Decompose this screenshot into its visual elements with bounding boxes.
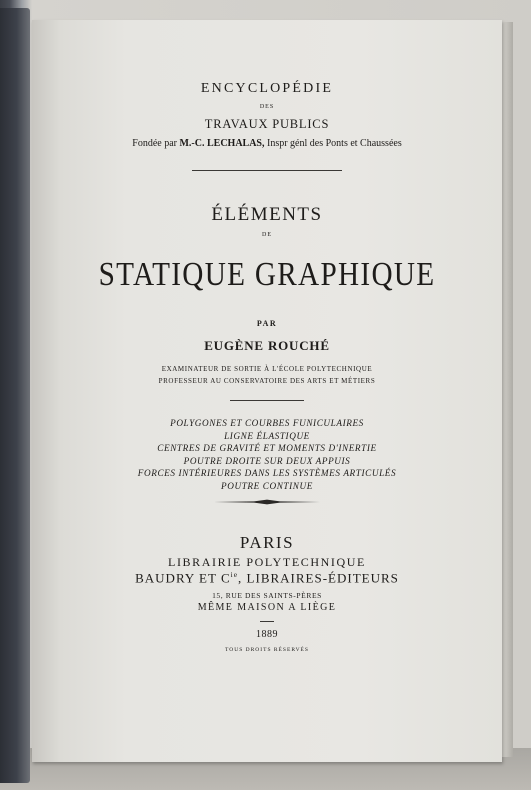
founder-name: M.-C. LECHALAS, [179, 138, 265, 149]
publication-city: PARIS [239, 533, 295, 552]
topic-item: CENTRES DE GRAVITÉ ET MOMENTS D'INERTIE [157, 443, 377, 453]
book-title-line1: ÉLÉMENTS [211, 204, 323, 225]
founder-title: Inspr génl des Ponts et Chaussées [267, 138, 402, 149]
series-des: DES [259, 104, 275, 110]
author-name: EUGÈNE ROUCHÉ [204, 338, 330, 353]
topic-item: POUTRE DROITE SUR DEUX APPUIS [183, 455, 351, 466]
publisher-name-a: BAUDRY ET C [135, 570, 231, 586]
series-subtitle: TRAVAUX PUBLICS [204, 117, 330, 131]
publisher-line1: LIBRAIRIE POLYTECHNIQUE [168, 555, 366, 569]
author-role-2: PROFESSEUR AU CONSERVATOIRE DES ARTS ET MÉTIERS [158, 377, 376, 385]
founder-line [32, 138, 502, 149]
book-cover-edge [0, 8, 30, 783]
topic-item: POUTRE CONTINUE [221, 480, 313, 491]
by-label: PAR [256, 319, 278, 328]
publisher-branch: MÊME MAISON A LIÈGE [197, 602, 337, 613]
author-role-1: EXAMINATEUR DE SORTIE À L'ÉCOLE POLYTECHNIQUE [161, 365, 373, 373]
publisher-name-b: , LIBRAIRES-ÉDITEURS [238, 570, 399, 586]
publisher-name [32, 570, 502, 586]
divider-rule-top [192, 170, 342, 171]
topics-list [32, 417, 502, 492]
book-title-de: DE [262, 232, 272, 238]
topic-item: LIGNE ÉLASTIQUE [224, 430, 310, 441]
publication-year: 1889 [256, 629, 278, 640]
ornamental-rule [214, 499, 320, 505]
series-title: ENCYCLOPÉDIE [200, 81, 334, 96]
topic-item: POLYGONES ET COURBES FUNICULAIRES [170, 418, 364, 428]
title-page [32, 20, 502, 762]
rights-notice: TOUS DROITS RÉSERVÉS [225, 647, 309, 653]
divider-rule-mid [230, 400, 304, 401]
founded-prefix: Fondée par [132, 138, 177, 149]
divider-rule-short [260, 621, 274, 622]
publisher-address: 15, RUE DES SAINTS-PÈRES [212, 591, 322, 600]
topic-item: FORCES INTÉRIEURES DANS LES SYSTÈMES ARTICULÉS [137, 468, 397, 478]
book-title-line2: STATIQUE GRAPHIQUE [98, 256, 436, 293]
publisher-name-sup: ie [230, 570, 239, 579]
